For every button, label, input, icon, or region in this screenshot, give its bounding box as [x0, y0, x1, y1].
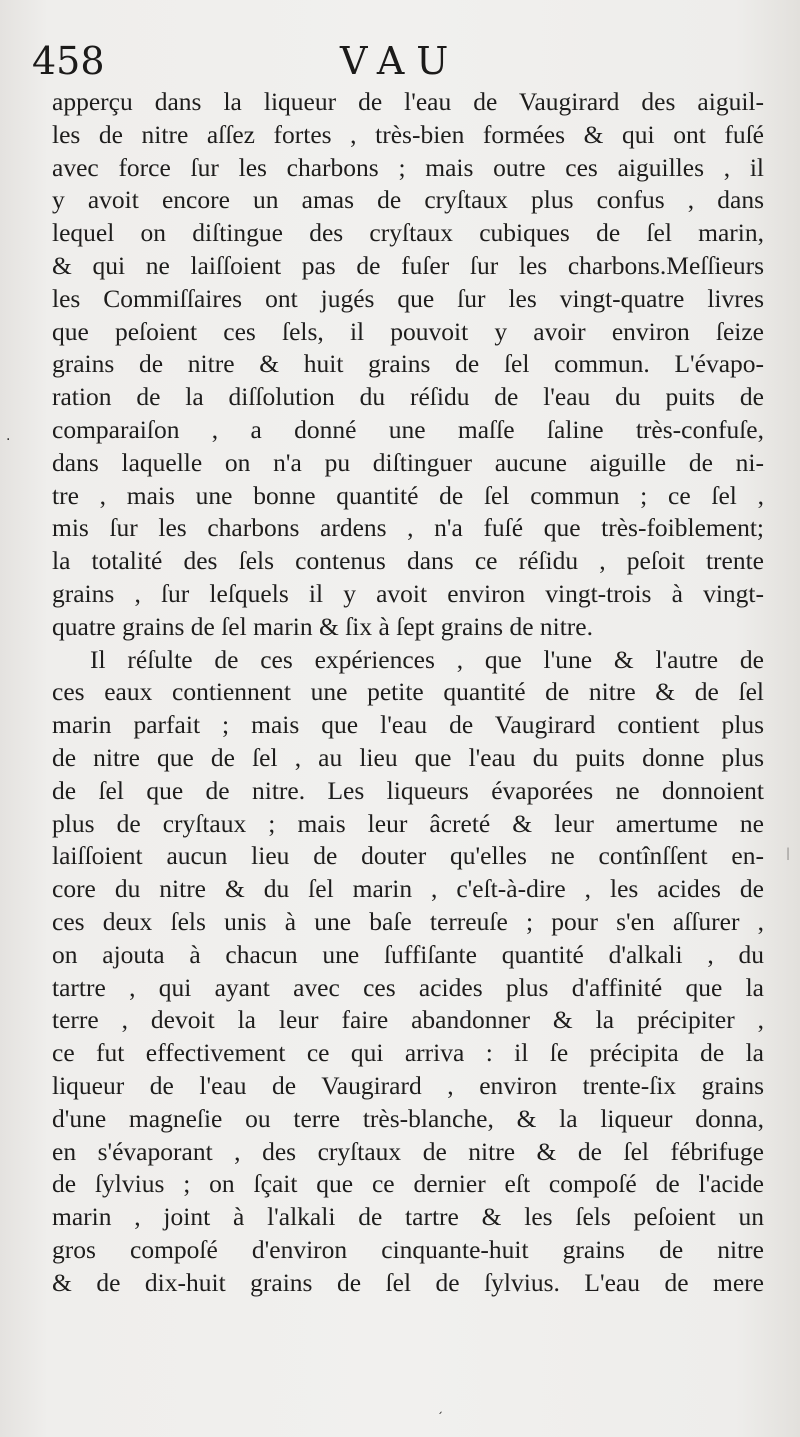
text-line: de nitre que de ſel , au lieu que l'eau du puits donne plus — [52, 742, 764, 772]
text-line: avec force ſur les charbons ; mais outre ces aiguilles , il — [52, 152, 764, 182]
text-line: marin parfait ; mais que l'eau de Vaugirard contient plus — [52, 710, 764, 740]
text-line: les Commiſſaires ont jugés que ſur les vingt-quatre livres — [52, 283, 764, 313]
paragraph-end-line: quatre grains de ſel marin & ſix à ſept grains de nitre. — [52, 611, 593, 641]
text-line: y avoit encore un amas de cryſtaux plus confus , dans — [52, 185, 764, 215]
text-line: & qui ne laiſſoient pas de fuſer ſur les charbons.Meſſieurs — [52, 250, 764, 280]
text-line: que peſoient ces ſels, il pouvoit y avoir environ ſeize — [52, 316, 764, 346]
text-line: la totalité des ſels contenus dans ce réſidu , peſoit trente — [52, 546, 764, 576]
text-line: lequel on diſtingue des cryſtaux cubiques de ſel marin, — [52, 218, 764, 248]
text-line: grains de nitre & huit grains de ſel commun. L'évapo- — [52, 349, 764, 379]
bottom-mark: ˏ — [437, 1400, 443, 1414]
text-line: de ſel que de nitre. Les liqueurs évaporées ne donnoient — [52, 775, 764, 805]
paragraph-start-line: Il réſulte de ces expériences , que l'une & l'autre de — [90, 644, 764, 674]
right-margin-mark: | — [786, 846, 791, 860]
text-line: dans laquelle on n'a pu diſtinguer aucune aiguille de ni- — [52, 447, 764, 477]
page-header — [0, 34, 800, 94]
text-line: laiſſoient aucun lieu de douter qu'elles ne contînſſent en- — [52, 841, 764, 871]
text-line: mis ſur les charbons ardens , n'a fuſé que très-foiblement; — [52, 513, 764, 543]
text-line: terre , devoit la leur faire abandonner & la précipiter , — [52, 1005, 764, 1035]
text-line: ce fut effectivement ce qui arriva : il ſe précipita de la — [52, 1038, 764, 1068]
text-line: d'une magneſie ou terre très-blanche, & la liqueur donna, — [52, 1103, 764, 1133]
text-line: gros compoſé d'environ cinquante-huit grains de nitre — [52, 1234, 764, 1264]
text-line: les de nitre aſſez fortes , très-bien formées & qui ont fuſé — [52, 119, 764, 149]
text-line: marin , joint à l'alkali de tartre & les ſels peſoient un — [52, 1202, 764, 1232]
text-line: liqueur de l'eau de Vaugirard , environ trente-ſix grains — [52, 1070, 764, 1100]
text-line: tartre , qui ayant avec ces acides plus d'affinité que la — [52, 972, 764, 1002]
body-text — [52, 86, 764, 1299]
text-line: tre , mais une bonne quantité de ſel commun ; ce ſel , — [52, 480, 764, 510]
text-line: core du nitre & du ſel marin , c'eſt-à-dire , les acides de — [52, 874, 764, 904]
running-head: VAU — [340, 39, 461, 83]
text-line: ration de la diſſolution du réſidu de l'eau du puits de — [52, 382, 764, 412]
left-margin-mark: · — [6, 432, 11, 448]
text-line: plus de cryſtaux ; mais leur âcreté & leur amertume ne — [52, 808, 764, 838]
text-line: ces deux ſels unis à une baſe terreuſe ; pour s'en aſſurer , — [52, 906, 764, 936]
text-line: & de dix-huit grains de ſel de ſylvius. L'eau de mere — [52, 1267, 764, 1297]
text-line: de ſylvius ; on ſçait que ce dernier eſt compoſé de l'acide — [52, 1169, 764, 1199]
text-line: comparaiſon , a donné une maſſe ſaline très-confuſe, — [52, 414, 764, 444]
page-number: 458 — [32, 39, 105, 83]
text-line: grains , ſur leſquels il y avoit environ vingt-trois à vingt- — [52, 578, 764, 608]
text-line: en s'évaporant , des cryſtaux de nitre & de ſel fébrifuge — [52, 1136, 764, 1166]
text-line: apperçu dans la liqueur de l'eau de Vaugirard des aiguil- — [52, 87, 764, 116]
text-line: ces eaux contiennent une petite quantité de nitre & de ſel — [52, 677, 764, 707]
text-line: on ajouta à chacun une ſuffiſante quantité d'alkali , du — [52, 939, 764, 969]
